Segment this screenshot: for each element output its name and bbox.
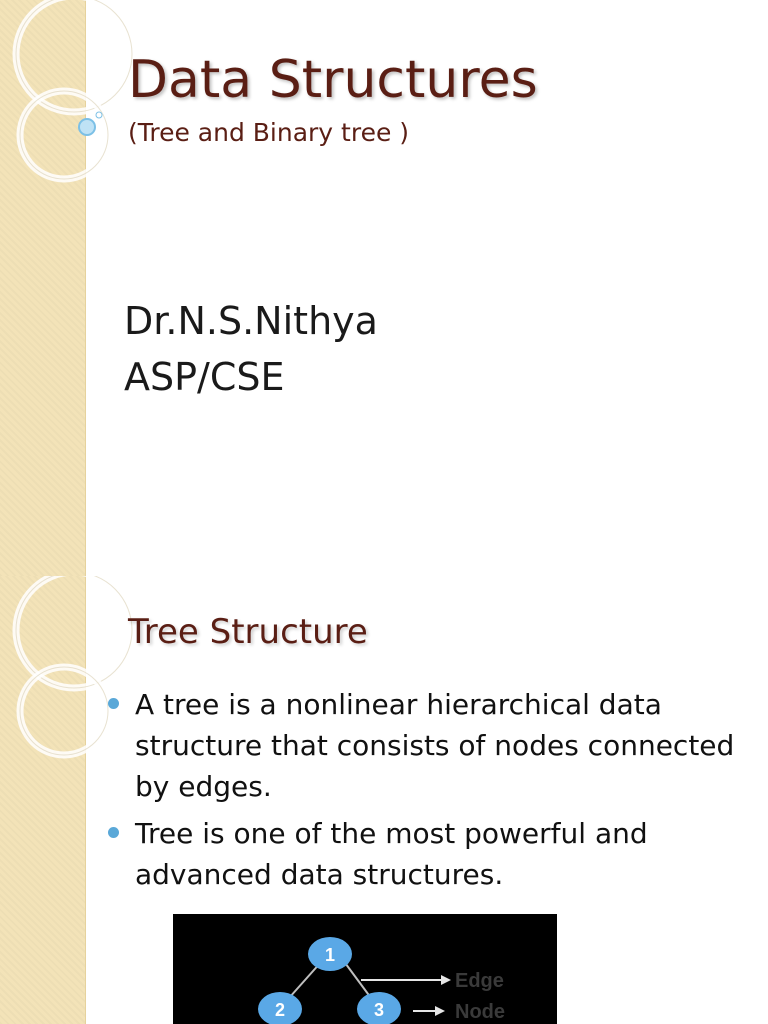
node-label: Node (455, 1001, 505, 1023)
edge-arrowhead-icon (441, 975, 451, 985)
author-block (124, 293, 378, 405)
bullet-icon (108, 827, 119, 838)
bullet-item (104, 684, 744, 807)
decorative-rings (0, 0, 140, 200)
tree-node-label: 1 (324, 945, 336, 965)
slide-subtitle: (Tree and Binary tree ) (128, 118, 410, 147)
slide-title: Data Structures (128, 50, 538, 110)
bullet-icon (108, 698, 119, 709)
author-name: Dr.N.S.Nithya (124, 299, 378, 343)
tree-structure-slide (0, 576, 768, 1024)
bullet-text: Tree is one of the most powerful and advanced data structures. (135, 817, 648, 891)
bullet-text: A tree is a nonlinear hierarchical data structure that consists of nodes connected by edges. (135, 688, 735, 803)
edge-label: Edge (455, 970, 504, 992)
tree-node-label: 2 (274, 1000, 286, 1020)
tree-node-label: 3 (373, 1000, 385, 1020)
section-title: Tree Structure (128, 612, 368, 652)
bullet-list (104, 684, 744, 901)
node-arrowhead-icon (435, 1006, 445, 1016)
tree-diagram (173, 914, 557, 1024)
bullet-item (104, 813, 744, 895)
author-role: ASP/CSE (124, 355, 285, 399)
